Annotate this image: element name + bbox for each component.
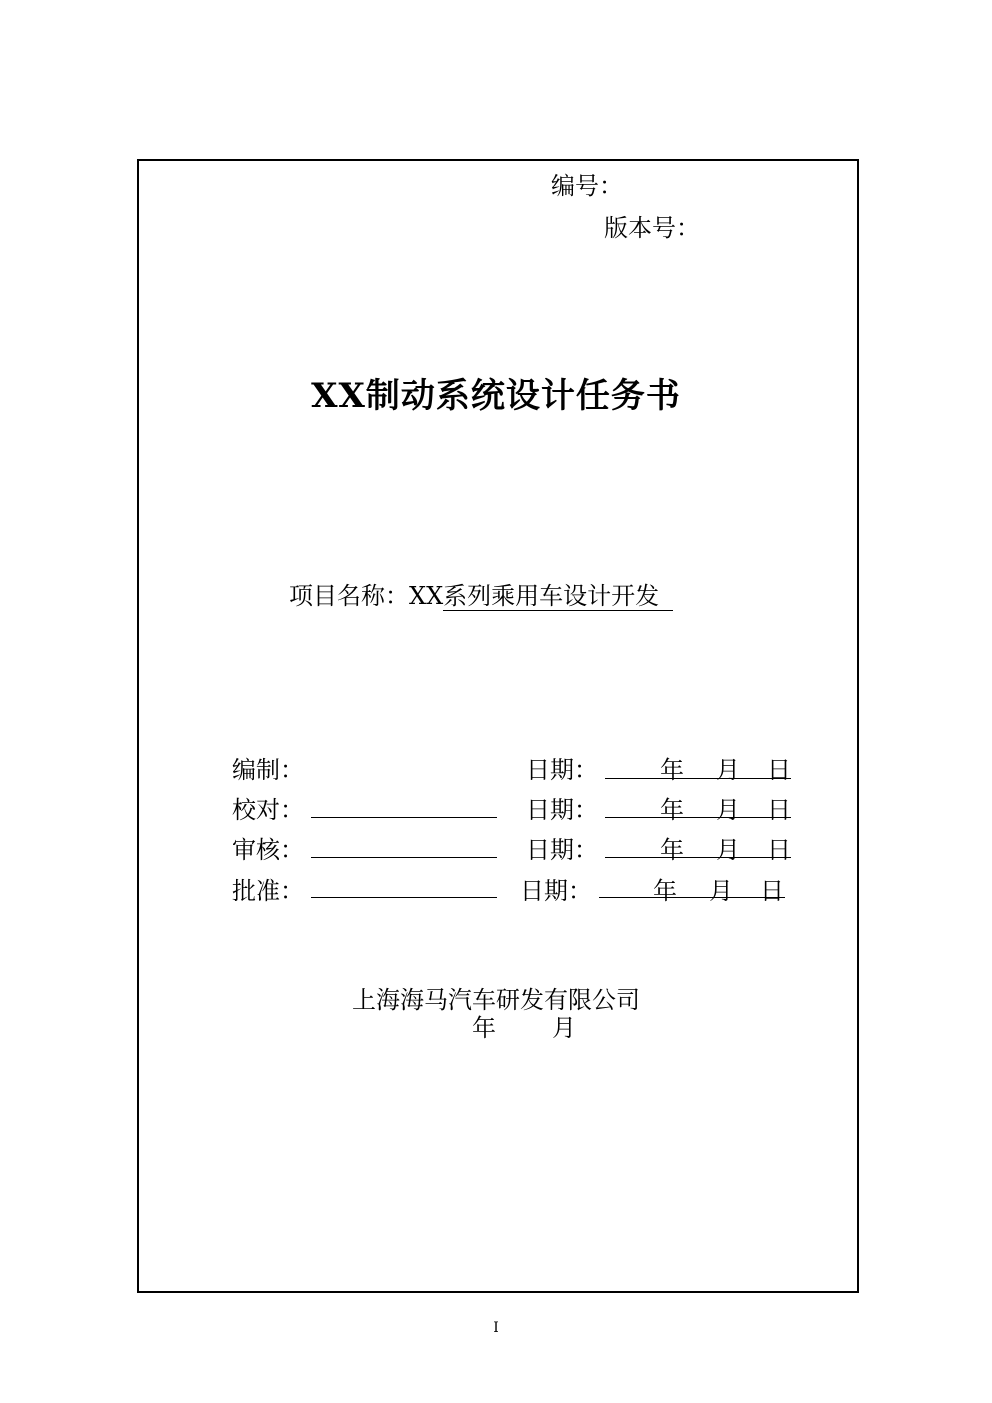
date-month: 月 bbox=[709, 877, 733, 905]
footer-month: 月 bbox=[552, 1014, 576, 1042]
signoff-label-review: 审核： bbox=[232, 836, 304, 864]
date-day: 日 bbox=[767, 756, 791, 784]
date-year: 年 bbox=[660, 836, 684, 864]
project-label: 项目名称： bbox=[289, 582, 409, 610]
company-name: 上海海马汽车研发有限公司 bbox=[352, 986, 640, 1014]
project-prefix: XX bbox=[409, 582, 444, 610]
signoff-label-approve: 批准： bbox=[232, 877, 304, 905]
date-year: 年 bbox=[653, 877, 677, 905]
footer-year: 年 bbox=[472, 1014, 496, 1042]
signoff-date-label: 日期： bbox=[526, 756, 598, 784]
signoff-label-proofread: 校对： bbox=[232, 796, 304, 824]
doc-number-label: 编号： bbox=[551, 172, 623, 200]
date-month: 月 bbox=[716, 836, 740, 864]
date-underline bbox=[605, 857, 791, 858]
version-label: 版本号： bbox=[604, 214, 700, 242]
date-underline bbox=[605, 817, 791, 818]
date-underline bbox=[599, 897, 785, 898]
date-year: 年 bbox=[660, 756, 684, 784]
signoff-label-compile: 编制： bbox=[232, 756, 304, 784]
project-name: 系列乘用车设计开发 bbox=[443, 582, 673, 611]
page-number: I bbox=[493, 1320, 499, 1336]
date-year: 年 bbox=[660, 796, 684, 824]
date-day: 日 bbox=[767, 836, 791, 864]
signoff-date-label: 日期： bbox=[520, 877, 592, 905]
date-underline bbox=[605, 778, 791, 779]
signature-underline bbox=[311, 817, 497, 818]
signoff-date-label: 日期： bbox=[526, 796, 598, 824]
date-month: 月 bbox=[716, 796, 740, 824]
date-day: 日 bbox=[767, 796, 791, 824]
date-month: 月 bbox=[716, 756, 740, 784]
document-title: XX制动系统设计任务书 bbox=[311, 376, 681, 416]
date-day: 日 bbox=[760, 877, 784, 905]
cover-border bbox=[137, 159, 859, 1293]
signoff-date-label: 日期： bbox=[526, 836, 598, 864]
signature-underline bbox=[311, 857, 497, 858]
signature-underline bbox=[311, 897, 497, 898]
project-name-line bbox=[289, 576, 673, 611]
